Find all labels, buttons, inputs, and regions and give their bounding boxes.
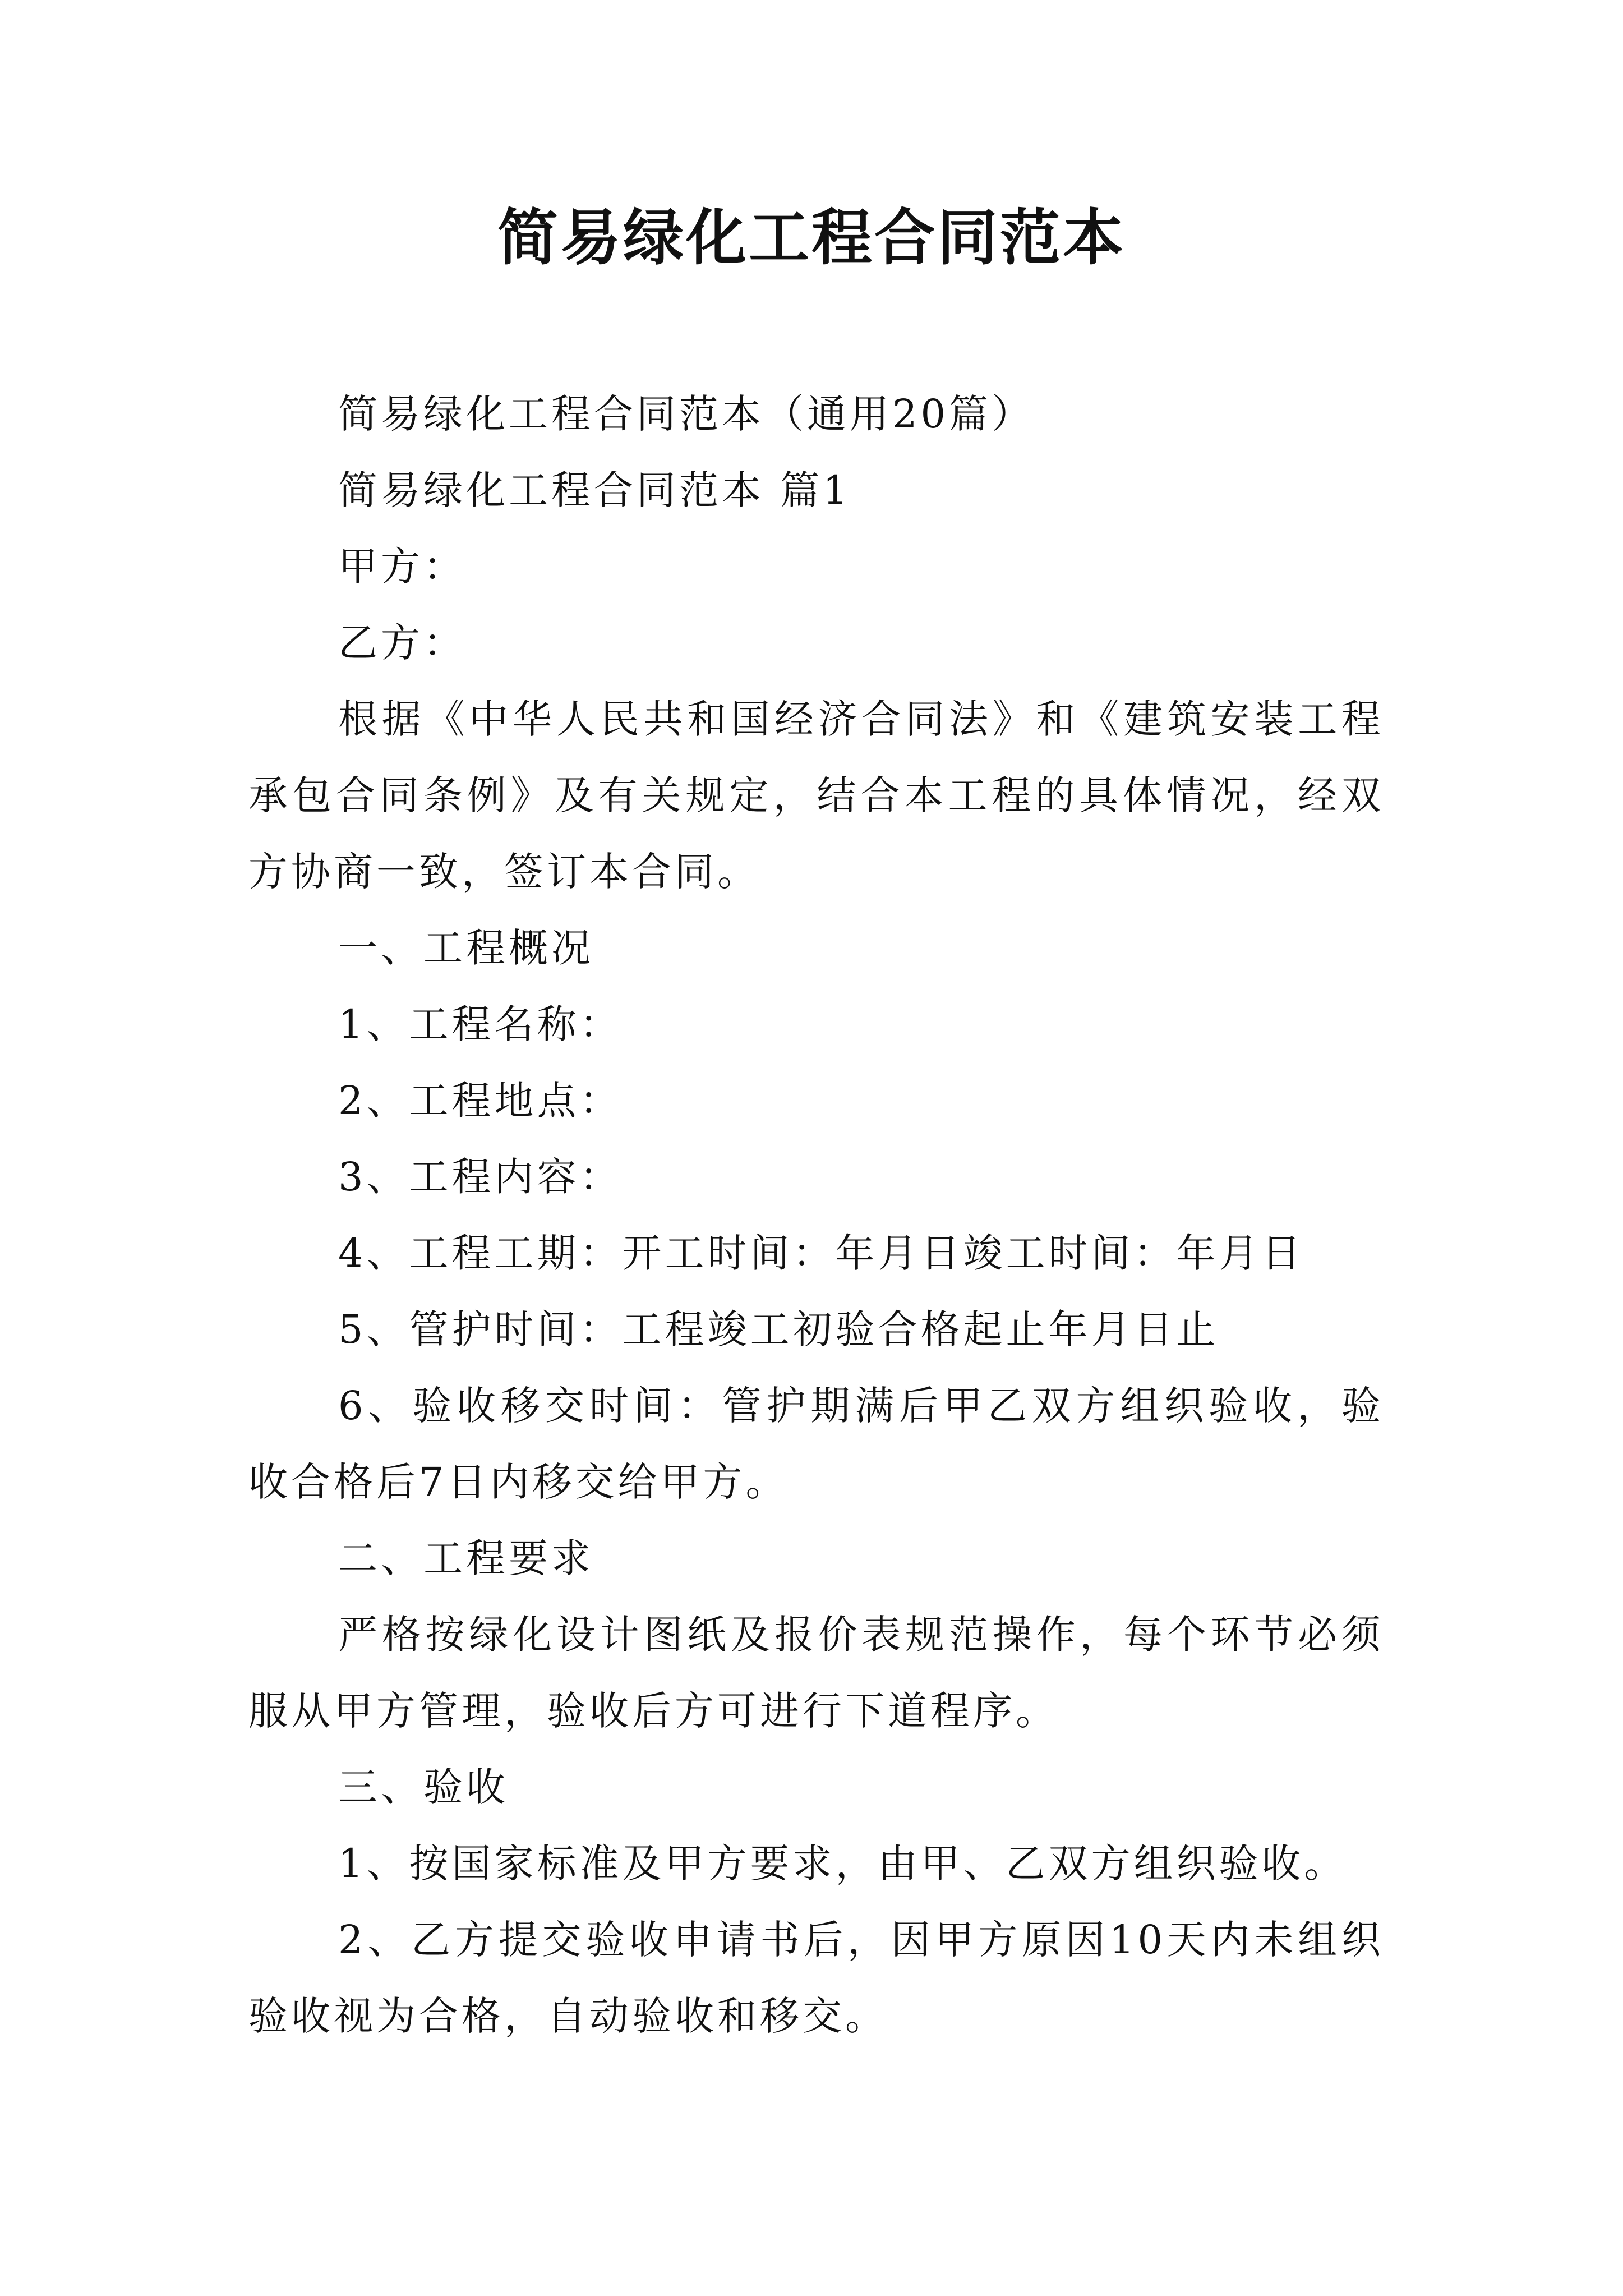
requirements-paragraph: 严格按绿化设计图纸及报价表规范操作，每个环节必须服从甲方管理，验收后方可进行下道程序。 — [248, 1612, 1384, 1734]
preamble-paragraph: 根据《中华人民共和国经济合同法》和《建筑安装工程承包合同条例》及有关规定，结合本工程的具体情况，经双方协商一致，签订本合同。 — [248, 696, 1384, 895]
item-maintenance-period: 5、管护时间：工程竣工初验合格起止年月日止 — [338, 1306, 1219, 1352]
item-project-content: 3、工程内容： — [338, 1154, 623, 1200]
item-acceptance-handover: 6、验收移交时间：管护期满后甲乙双方组织验收，验收合格后7日内移交给甲方。 — [248, 1383, 1384, 1505]
item-project-location: 2、工程地点： — [338, 1078, 623, 1124]
subtitle-line: 简易绿化工程合同范本（通用20篇） — [338, 391, 1035, 437]
item-project-duration: 4、工程工期：开工时间：年月日竣工时间：年月日 — [338, 1230, 1304, 1276]
party-a-line: 甲方： — [338, 544, 466, 590]
heading-acceptance: 三、验收 — [338, 1764, 509, 1810]
heading-project-requirements: 二、工程要求 — [338, 1535, 594, 1581]
acceptance-item-2: 2、乙方提交验收申请书后，因甲方原因10天内未组织验收视为合格，自动验收和移交。 — [248, 1917, 1384, 2039]
party-b-line: 乙方： — [338, 620, 466, 666]
document-title: 简易绿化工程合同范本 — [497, 203, 1126, 273]
item-project-name: 1、工程名称： — [338, 1001, 623, 1047]
heading-project-overview: 一、工程概况 — [338, 925, 594, 971]
document-body — [248, 376, 1384, 2054]
acceptance-item-1: 1、按国家标准及甲方要求，由甲、乙双方组织验收。 — [338, 1841, 1347, 1887]
section-heading-part1: 简易绿化工程合同范本 篇1 — [338, 467, 851, 513]
